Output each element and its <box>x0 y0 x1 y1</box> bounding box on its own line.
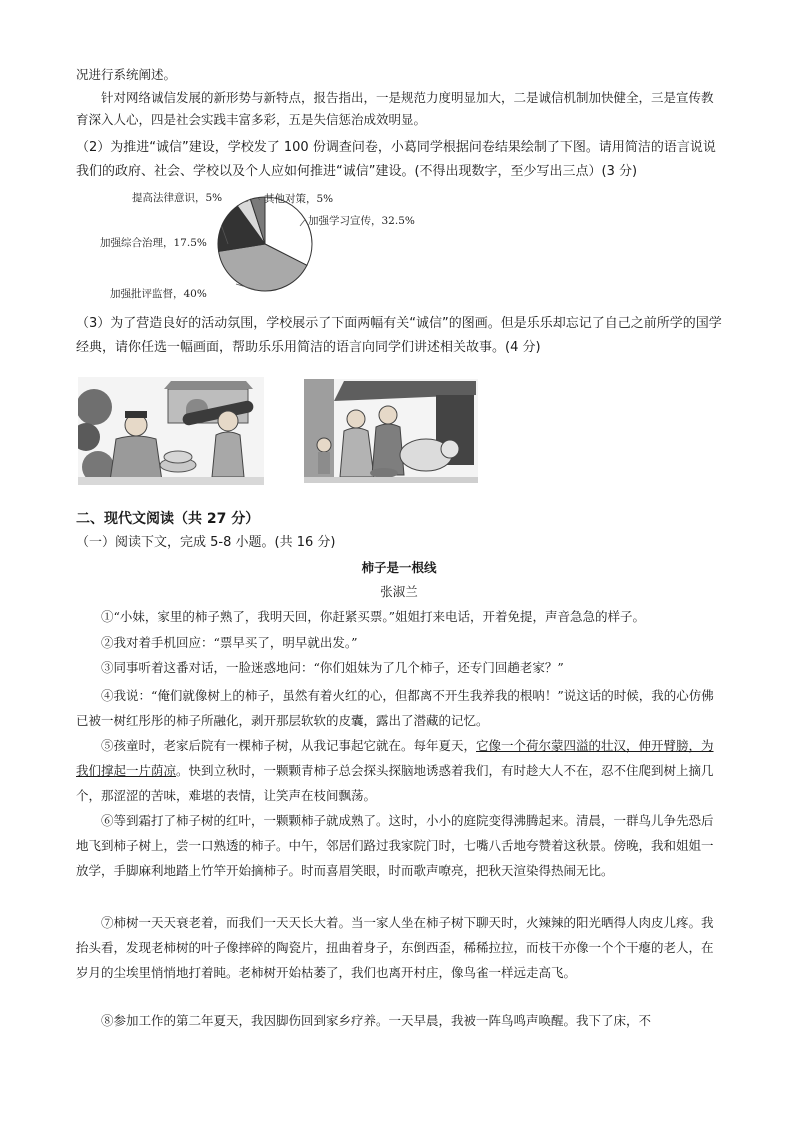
section-subheading: （一）阅读下文，完成 5-8 小题。(共 16 分) <box>76 535 336 550</box>
pie-slice-label: 加强批评监督，40% <box>110 288 207 300</box>
paragraph-5 <box>76 733 722 808</box>
paragraph-5-underlined: 它像一个荷尔蒙四溢的壮汉，伸开臂膀，为我们撑起一片荫凉 <box>76 738 714 778</box>
paragraph-2: ②我对着手机回应：“票早买了，明早就出发。” <box>101 635 358 650</box>
paragraph-4: ④我说：“俺们就像树上的柿子，虽然有着火红的心，但都离不开生我养我的根呐！”说这话的时候，我的心仿佛已被一树红彤彤的柿子所融化，剥开那层软软的皮囊，露出了潜藏的记忆。 <box>76 688 714 728</box>
section-heading: 二、现代文阅读（共 27 分） <box>76 511 260 527</box>
paragraph-8: ⑧参加工作的第二年夏天，我因脚伤回到家乡疗养。一天早晨，我被一阵鸟鸣声唤醒。我下了床，不 <box>101 1013 652 1028</box>
intro-line: 况进行系统阐述。 <box>76 67 177 82</box>
pie-slice-label: 其他对策，5% <box>264 193 334 205</box>
paragraph-3: ③同事听着这番对话，一脸迷惑地问：“你们姐妹为了几个柿子，还专门回趟老家？” <box>101 660 564 675</box>
paragraph-1: ①“小妹，家里的柿子熟了，我明天回，你赶紧买票。”姐姐打来电话，开着免提，声音急急的样子。 <box>101 609 646 624</box>
article-author: 张淑兰 <box>380 584 418 599</box>
pie-slice-label: 加强学习宣传，32.5% <box>308 215 415 227</box>
report-paragraph: 针对网络诚信发展的新形势与新特点，报告指出，一是规范力度明显加大，二是诚信机制加快健全，三是宣传教育深入人心，四是社会实践丰富多彩，五是失信惩治成效明显。 <box>76 90 714 127</box>
paragraph-5-start: ⑤孩童时，老家后院有一棵柿子树，从我记事起它就在。每年夏天， <box>101 738 477 753</box>
pie-slice-label: 提高法律意识，5% <box>132 192 223 204</box>
paragraph-6: ⑥等到霜打了柿子树的红叶，一颗颗柿子就成熟了。这时，小小的庭院变得沸腾起来。清晨，一群鸟儿争先恐后地飞到柿子树上，尝一口熟透的柿子。中午，邻居们路过我家院门时，七嘴八舌地夸赞着这秋景。傍晚，我和姐姐一放学，手脚麻利地踏上竹竿开始摘柿子。时而喜眉笑眼，时而歌声嘹亮，把秋天渲染得热闹无比。 <box>76 813 714 878</box>
survey-pie-chart <box>100 186 560 308</box>
gate-log-illustration <box>78 377 264 485</box>
pie-slice-label: 加强综合治理，17.5% <box>100 237 207 249</box>
question-2: （2）为推进“诚信”建设，学校发了 100 份调查问卷，小葛同学根据问卷结果绘制了下图。请用简洁的语言说说我们的政府、社会、学校以及个人应如何推进“诚信”建设。(不得出现数字，至少写出三点）(3 分) <box>76 140 716 179</box>
article-title: 柿子是一根线 <box>361 560 437 575</box>
paragraph-5-end: 。快到立秋时，一颗颗青柿子总会探头探脑地诱惑着我们，有时趁大人不在，忍不住爬到树上摘几个，那涩涩的苦味，难堪的表情，让笑声在枝间飘荡。 <box>76 763 714 803</box>
question-3: （3）为了营造良好的活动氛围，学校展示了下面两幅有关“诚信”的图画。但是乐乐却忘记了自己之前所学的国学经典，请你任选一幅画面，帮助乐乐用简洁的语言向同学们讲述相关故事。(4 分) <box>76 316 722 355</box>
paragraph-7: ⑦柿树一天天衰老着，而我们一天天长大着。当一家人坐在柿子树下聊天时，火辣辣的阳光晒得人肉皮儿疼。我抬头看，发现老柿树的叶子像摔碎的陶瓷片，扭曲着身子，东倒西歪，稀稀拉拉，而枝干亦像一个个干瘪的老人，在岁月的尘埃里悄悄地打着盹。老柿树开始枯萎了，我们也离开村庄，像鸟雀一样远走高飞。 <box>76 915 714 980</box>
pig-family-illustration <box>304 379 478 483</box>
